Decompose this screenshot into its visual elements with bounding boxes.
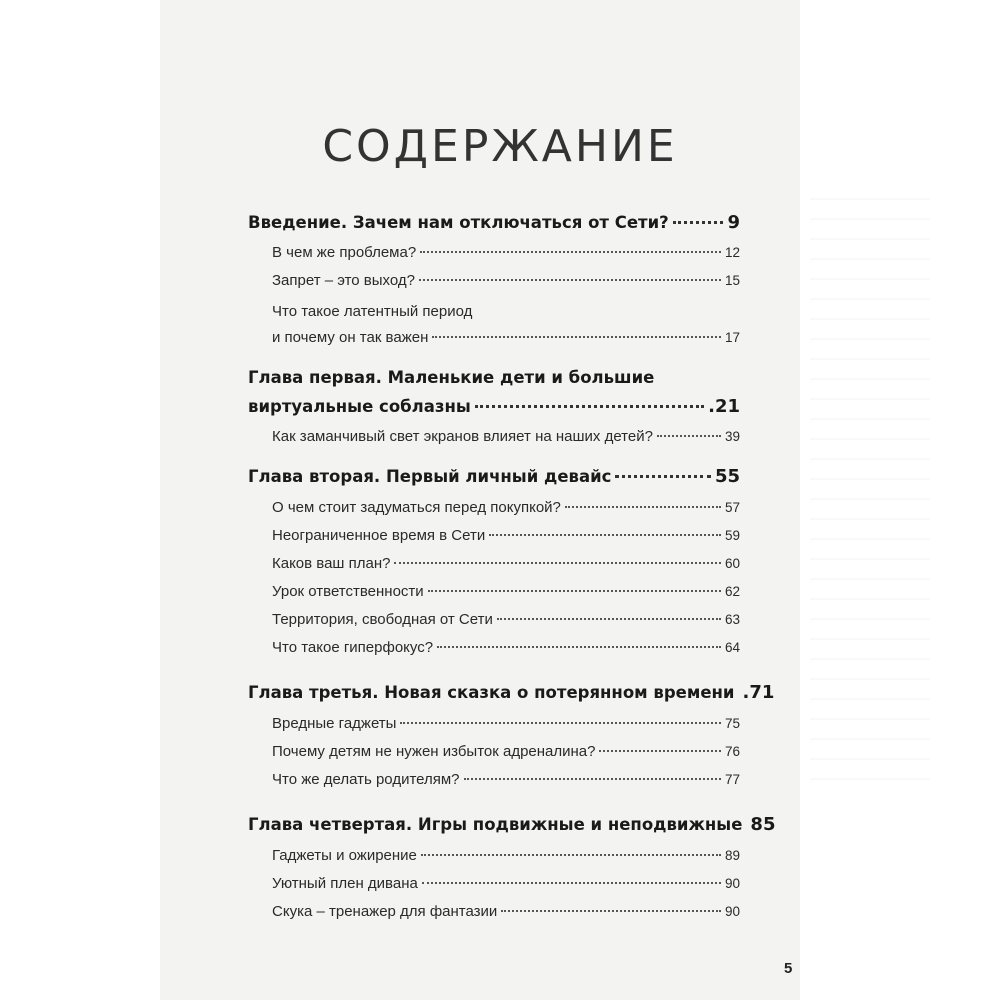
leader-dots — [464, 778, 721, 780]
toc-subentry — [272, 875, 740, 892]
toc-page-number: 55 — [714, 466, 740, 487]
leader-dots — [497, 618, 721, 620]
toc-entry-title: Глава вторая. Первый личный девайс — [248, 467, 612, 486]
toc-entry-title: Глава четвертая. Игры подвижные и неподвижные — [248, 815, 743, 834]
leader-dots — [501, 910, 721, 912]
toc-page-number: 77 — [724, 772, 740, 787]
toc-subentry — [272, 428, 740, 445]
toc-page-number: 15 — [724, 273, 740, 288]
leader-dots — [420, 251, 721, 253]
toc-page-number: 62 — [724, 584, 740, 599]
toc-entry-title: Вредные гаджеты — [272, 715, 397, 732]
toc-entry-title: Уютный плен дивана — [272, 875, 418, 892]
toc-page-number: 64 — [724, 640, 740, 655]
toc-entry-title: Глава третья. Новая сказка о потерянном времени — [248, 683, 735, 702]
toc-entry-title: Введение. Зачем нам отключаться от Сети? — [248, 213, 669, 232]
toc-entry-title: Что же делать родителям? — [272, 771, 460, 788]
toc-entry-chapter-1-cont — [248, 396, 740, 417]
leader-dots — [673, 221, 724, 224]
leader-dots — [565, 506, 721, 508]
toc-entry-title: виртуальные соблазны — [248, 397, 471, 416]
toc-entry-title: Гаджеты и ожирение — [272, 847, 417, 864]
show-through-text — [810, 180, 930, 780]
toc-subentry — [272, 847, 740, 864]
toc-entry-title: и почему он так важен — [272, 329, 429, 346]
toc-entry-chapter-1 — [248, 368, 740, 387]
leader-dots — [599, 750, 720, 752]
toc-subentry — [272, 499, 740, 516]
toc-subentry — [272, 903, 740, 920]
toc-subentry — [272, 771, 740, 788]
toc-page-number: 57 — [724, 500, 740, 515]
leader-dots — [421, 854, 721, 856]
toc-page-number: 76 — [724, 744, 740, 759]
page-number: 5 — [784, 960, 793, 977]
leader-dots — [437, 646, 721, 648]
leader-dots — [428, 590, 721, 592]
toc-page-number: 89 — [724, 848, 740, 863]
toc-subentry — [272, 329, 740, 346]
toc-page-number: .21 — [708, 396, 740, 417]
toc-subentry — [272, 611, 740, 628]
toc-entry-title: Скука – тренажер для фантазии — [272, 903, 498, 920]
toc-entry-title: Запрет – это выход? — [272, 272, 415, 289]
leader-dots — [422, 882, 721, 884]
toc-entry-title: Урок ответственности — [272, 583, 424, 600]
toc-subentry — [272, 715, 740, 732]
toc-entry-title: Территория, свободная от Сети — [272, 611, 493, 628]
toc-subentry — [272, 583, 740, 600]
leader-dots — [432, 336, 721, 338]
leader-dots — [615, 475, 710, 478]
toc-entry-title: Что такое гиперфокус? — [272, 639, 434, 656]
toc-entry-title: В чем же проблема? — [272, 244, 417, 261]
toc-page-number: .71 — [742, 682, 775, 703]
leader-dots — [400, 722, 721, 724]
toc-entry-title: Глава первая. Маленькие дети и большие — [248, 368, 655, 387]
leader-dots — [419, 279, 721, 281]
toc-subentry — [272, 743, 740, 760]
toc-entry-title: О чем стоит задуматься перед покупкой? — [272, 499, 561, 516]
toc-entry-chapter-2 — [248, 466, 740, 487]
leader-dots — [394, 562, 720, 564]
toc-entry-chapter-4 — [248, 814, 776, 835]
toc-page-number: 9 — [727, 212, 740, 233]
toc-subentry — [272, 244, 740, 261]
toc-subentry — [272, 555, 740, 572]
toc-entry-title: Почему детям не нужен избыток адреналина? — [272, 743, 596, 760]
toc-entry-intro — [248, 212, 740, 233]
toc-page-number: 59 — [724, 528, 740, 543]
toc-page-number: 60 — [724, 556, 740, 571]
toc-page-number: 39 — [724, 429, 740, 444]
toc-page-number: 90 — [724, 904, 740, 919]
toc-entry-title: Неограниченное время в Сети — [272, 527, 486, 544]
leader-dots — [475, 405, 704, 408]
toc-entry-title: Каков ваш план? — [272, 555, 391, 572]
page-title: СОДЕРЖАНИЕ — [322, 121, 678, 173]
leader-dots — [489, 534, 721, 536]
toc-entry-chapter-3 — [248, 682, 775, 703]
toc-subentry — [272, 303, 740, 320]
leader-dots — [657, 435, 721, 437]
toc-page-number: 63 — [724, 612, 740, 627]
toc-subentry — [272, 639, 740, 656]
toc-page-number: 90 — [724, 876, 740, 891]
toc-subentry — [272, 527, 740, 544]
toc-page-number: 85 — [750, 814, 776, 835]
toc-page-number: 75 — [724, 716, 740, 731]
toc-entry-title: Что такое латентный период — [272, 303, 473, 320]
toc-page-number: 12 — [724, 245, 740, 260]
toc-entry-title: Как заманчивый свет экранов влияет на наших детей? — [272, 428, 653, 445]
toc-page-number: 17 — [724, 330, 740, 345]
toc-subentry — [272, 272, 740, 289]
